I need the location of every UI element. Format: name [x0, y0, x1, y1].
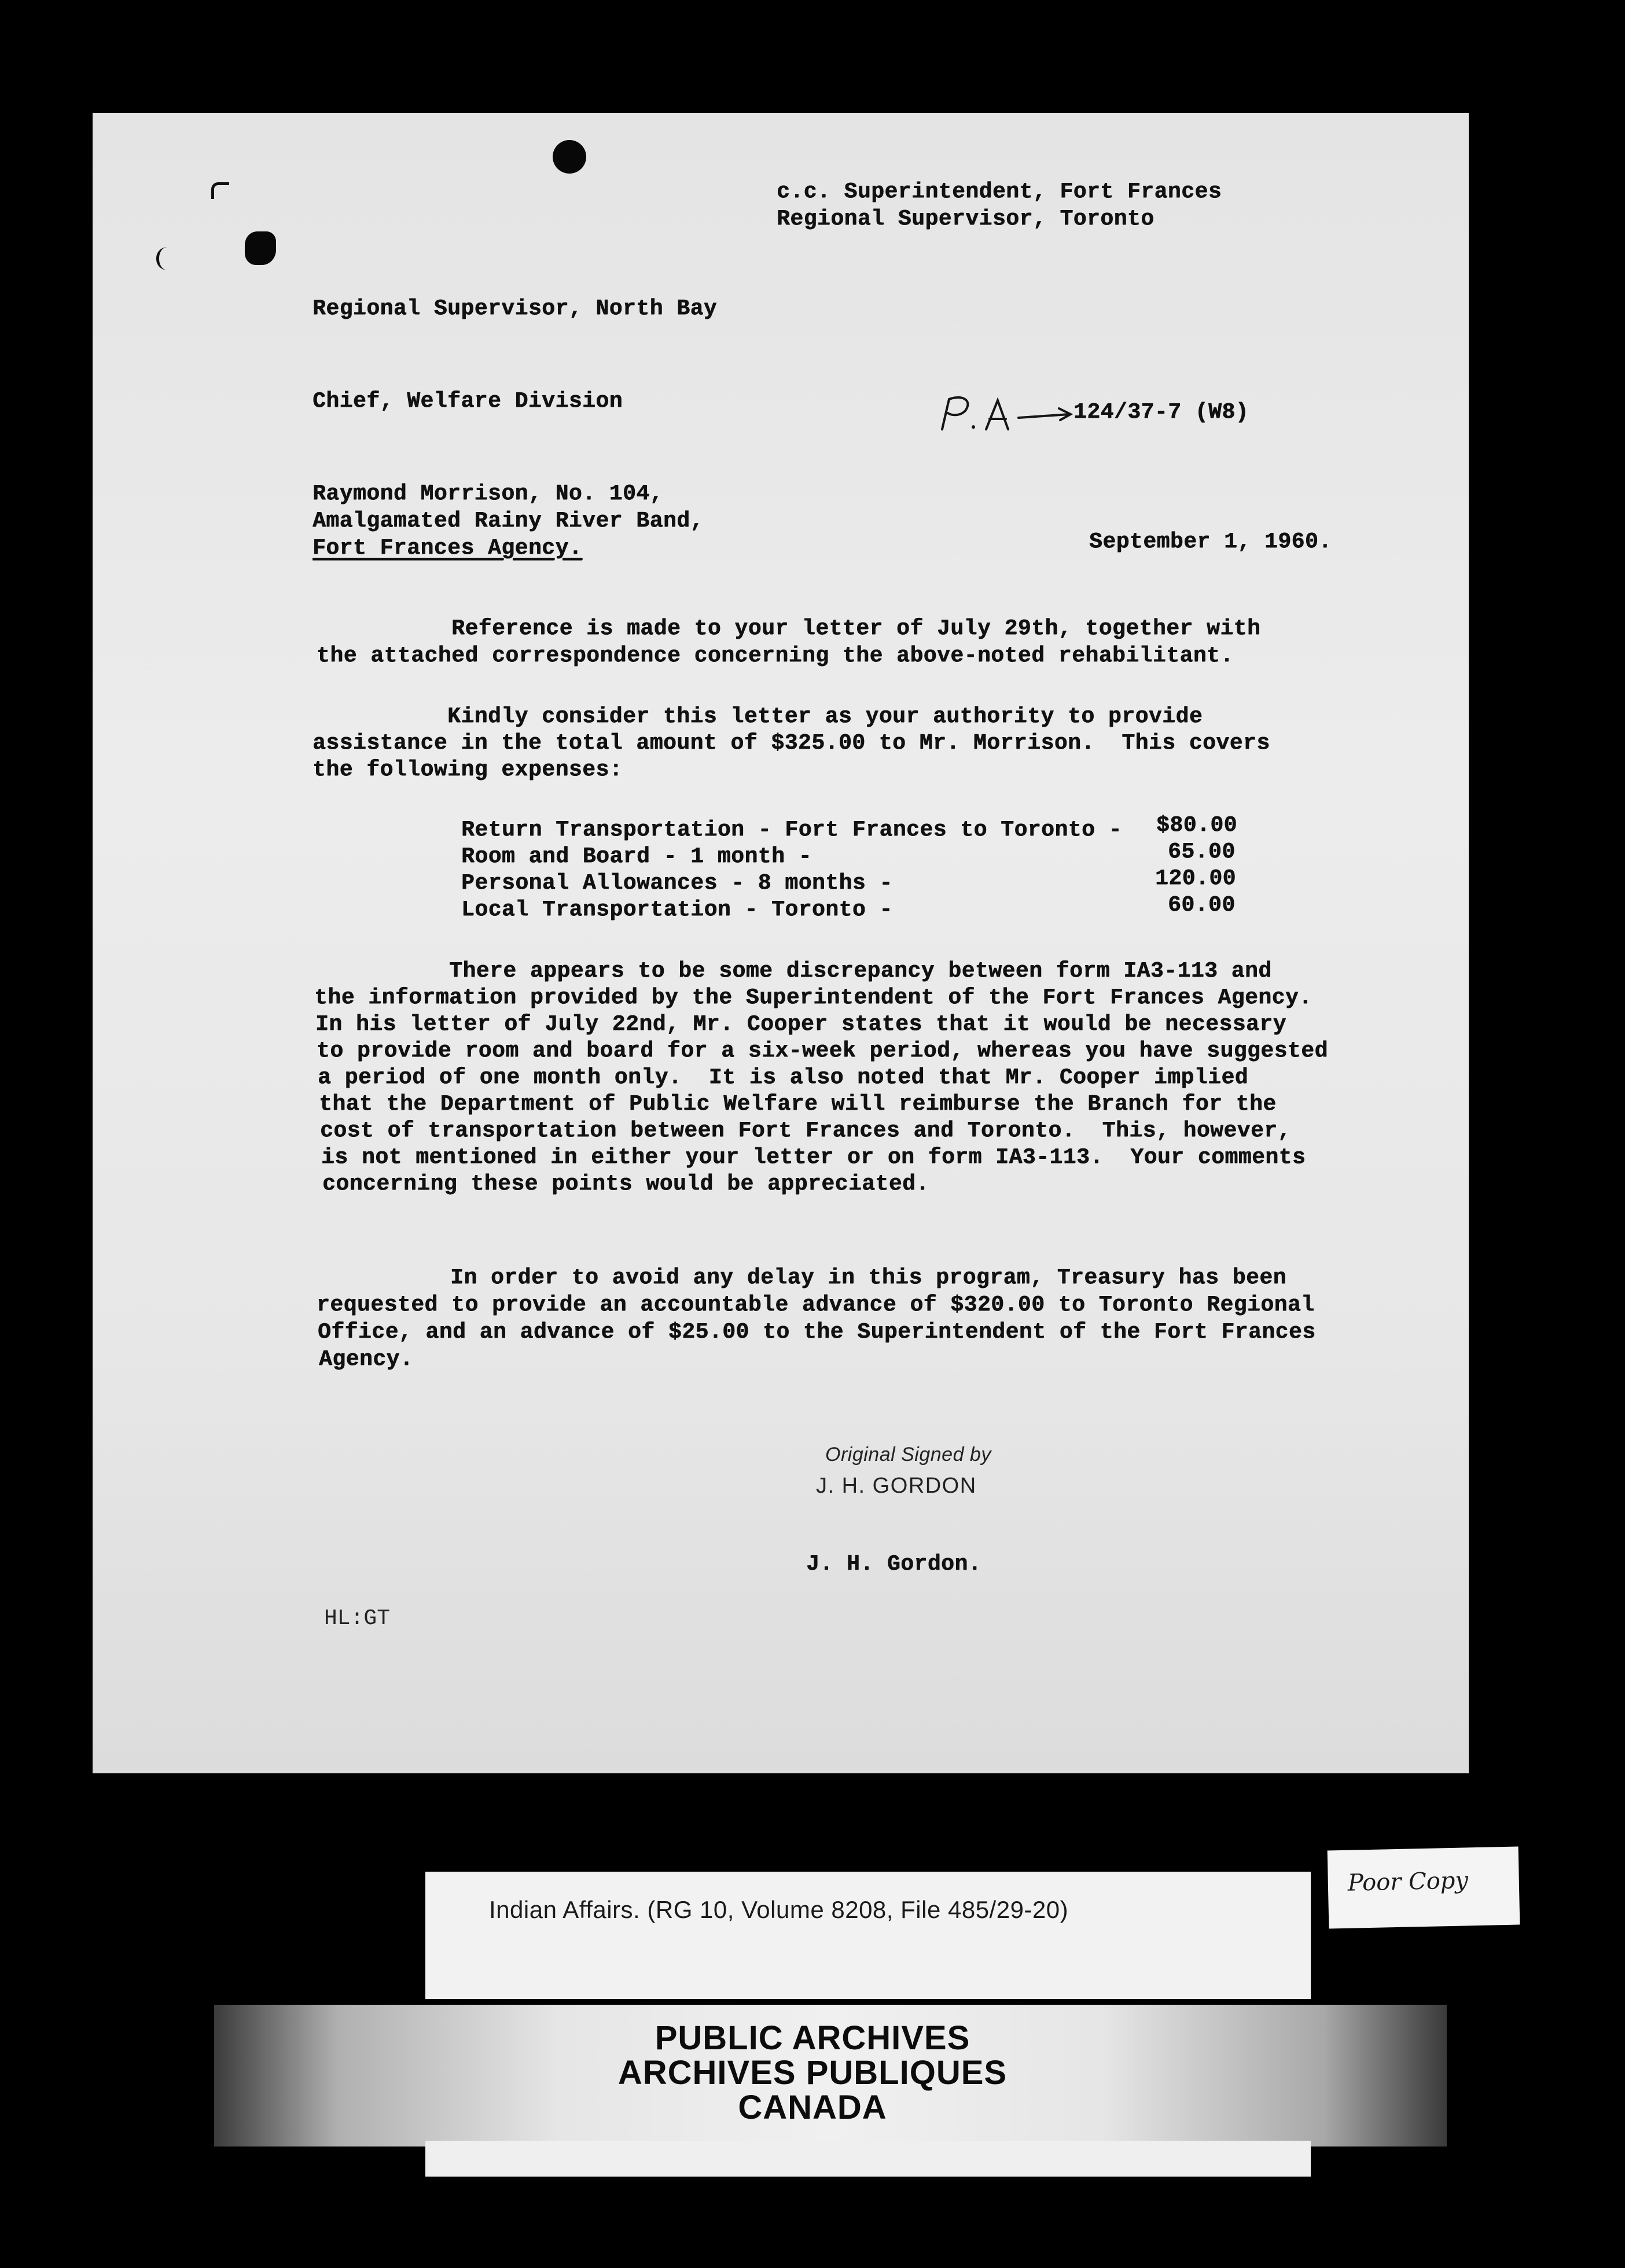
- paragraph-4-line-4: Agency.: [319, 1347, 414, 1372]
- subject-line-3-text: Fort Frances Agency.: [312, 536, 583, 561]
- expense-item-1: Return Transportation - Fort Frances to Toronto -: [461, 818, 1122, 842]
- letter-date: September 1, 1960.: [1089, 529, 1332, 554]
- subject-line-2: Amalgamated Rainy River Band,: [312, 509, 704, 533]
- paragraph-1-line-1: Reference is made to your letter of July 29th, together with: [317, 616, 1261, 641]
- cc-line-1: c.c. Superintendent, Fort Frances: [777, 179, 1222, 204]
- paragraph-3-line-1: There appears to be some discrepancy between form IA3-113 and: [314, 959, 1272, 984]
- paragraph-1-line-2: the attached correspondence concerning the above-noted rehabilitant.: [317, 643, 1234, 668]
- poor-copy-text: Poor Copy: [1347, 1867, 1469, 1897]
- expense-amount-4: 60.00: [1168, 893, 1236, 918]
- paragraph-3-line-9: concerning these points would be appreciated.: [322, 1172, 929, 1196]
- paragraph-2-line-3: the following expenses:: [312, 757, 623, 782]
- handwritten-file-mark: [938, 393, 1076, 434]
- paragraph-3-line-3: In his letter of July 22nd, Mr. Cooper states that it would be necessary: [315, 1012, 1286, 1037]
- signature-line: J. H. Gordon.: [806, 1552, 981, 1577]
- expense-item-4: Local Transportation - Toronto -: [461, 897, 893, 922]
- file-reference: 124/37-7 (W8): [1073, 400, 1249, 425]
- paragraph-3-line-7: cost of transportation between Fort Frances and Toronto. This, however,: [320, 1118, 1291, 1143]
- paragraph-3-line-2: the information provided by the Superintendent of the Fort Frances Agency.: [314, 985, 1312, 1010]
- expense-item-3: Personal Allowances - 8 months -: [461, 871, 893, 896]
- paragraph-3-line-5: a period of one month only. It is also noted that Mr. Cooper implied: [318, 1065, 1248, 1090]
- sender-line: Chief, Welfare Division: [312, 389, 623, 414]
- subject-line-1: Raymond Morrison, No. 104,: [312, 481, 663, 506]
- expense-amount-1: $80.00: [1156, 813, 1237, 838]
- punch-hole-mark: [553, 140, 586, 174]
- expense-amount-3: 120.00: [1155, 866, 1236, 891]
- edge-mark: [156, 247, 167, 270]
- subject-line-3: [312, 535, 609, 562]
- paragraph-2-line-2: assistance in the total amount of $325.00 to Mr. Morrison. This covers: [312, 731, 1270, 756]
- paragraph-3-line-4: to provide room and board for a six-week period, whereas you have suggested: [317, 1039, 1328, 1063]
- expense-item-2: Room and Board - 1 month -: [461, 844, 812, 869]
- typist-initials: HL:GT: [324, 1606, 391, 1631]
- archive-citation: Indian Affairs. (RG 10, Volume 8208, File 485/29-20): [489, 1896, 1069, 1923]
- recipient-line: Regional Supervisor, North Bay: [312, 296, 718, 321]
- archive-label-line-2: ARCHIVES PUBLIQUES: [617, 2054, 1008, 2092]
- signed-stamp-line-1: Original Signed by: [825, 1444, 991, 1466]
- paragraph-2-line-1: Kindly consider this letter as your authority to provide: [312, 704, 1203, 729]
- archive-label-line-3: CANADA: [738, 2089, 887, 2126]
- poor-copy-note: [1328, 1847, 1520, 1929]
- expense-amount-2: 65.00: [1168, 840, 1236, 864]
- paragraph-3-line-8: is not mentioned in either your letter or on form IA3-113. Your comments: [321, 1145, 1306, 1170]
- ink-blot-mark: [245, 231, 276, 265]
- archive-citation-slip: [425, 1872, 1311, 1999]
- signed-stamp-line-2: J. H. GORDON: [816, 1474, 977, 1498]
- paragraph-4-line-3: Office, and an advance of $25.00 to the Superintendent of the Fort Frances: [318, 1320, 1316, 1345]
- paragraph-3-line-6: that the Department of Public Welfare will reimburse the Branch for the: [319, 1092, 1277, 1117]
- corner-mark: [211, 182, 229, 199]
- archive-label-lower: [425, 2141, 1311, 2177]
- cc-line-2: Regional Supervisor, Toronto: [777, 207, 1155, 231]
- archive-label-line-1: PUBLIC ARCHIVES: [655, 2019, 970, 2057]
- paragraph-4-line-1: In order to avoid any delay in this program, Treasury has been: [315, 1265, 1286, 1290]
- paragraph-4-line-2: requested to provide an accountable advance of $320.00 to Toronto Regional: [317, 1293, 1315, 1317]
- letter-page: [93, 113, 1469, 1773]
